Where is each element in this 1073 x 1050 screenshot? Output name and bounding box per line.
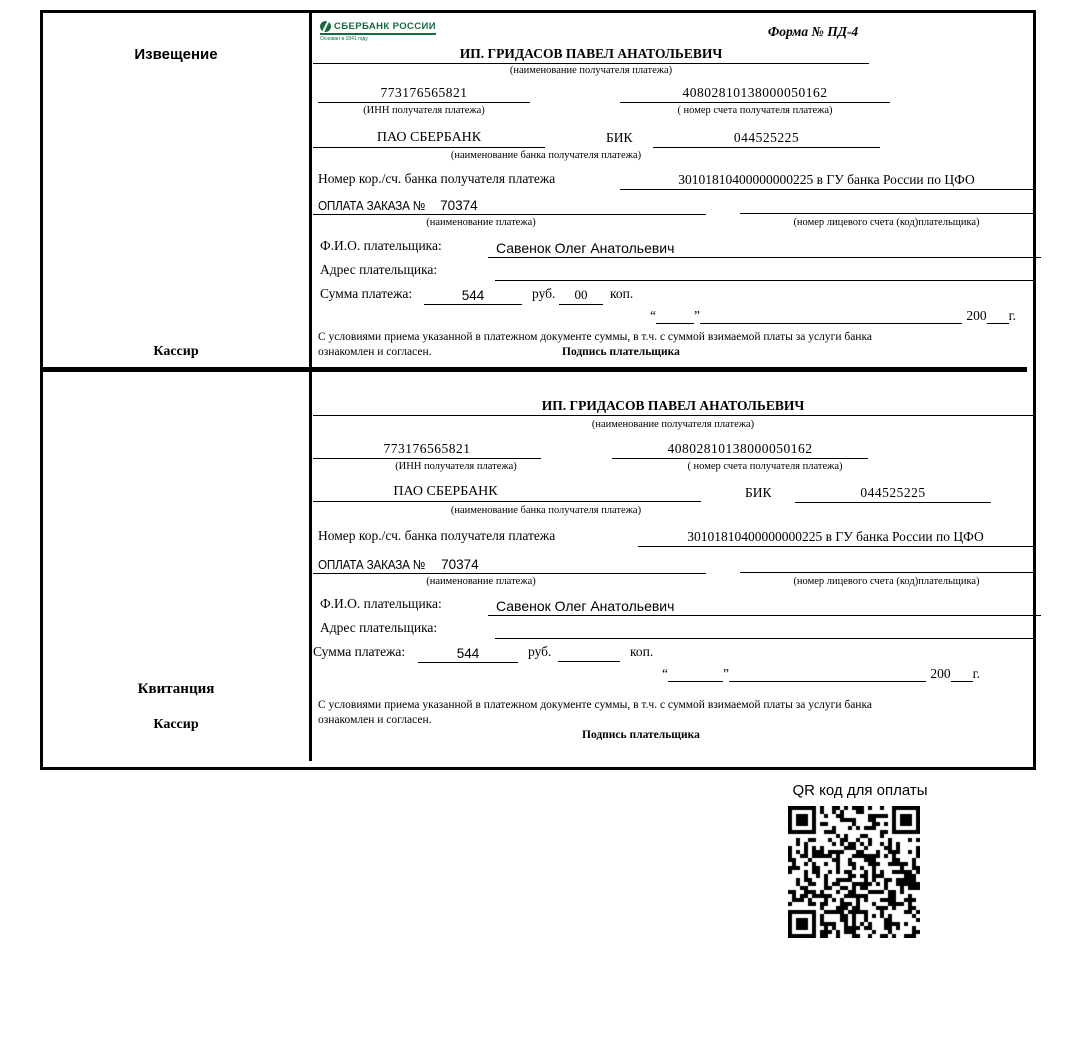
sberbank-logo xyxy=(320,21,436,42)
agreement-line1: С условиями приема указанной в платежном документе суммы, в т.ч. с суммой взимаемой платы за услуги банка xyxy=(318,331,872,343)
agreement-line2: ознакомлен и согласен. xyxy=(318,346,432,358)
purpose-caption: (наименование платежа) xyxy=(426,217,536,228)
account-caption: ( номер счета получателя платежа) xyxy=(677,105,833,116)
qr-caption: QR код для оплаты xyxy=(792,782,928,799)
payee-name-caption: (наименование получателя платежа) xyxy=(509,65,673,76)
bank-name-caption: (наименование банка получателя платежа) xyxy=(450,505,642,516)
amount-label: Сумма платежа: xyxy=(313,644,406,659)
personal-account-caption: (номер лицевого счета (код)плательщика) xyxy=(793,576,980,587)
sberbank-logo-tagline: Основан в 1841 году xyxy=(320,36,368,42)
notice-cashier-label: Кассир xyxy=(153,344,199,359)
corr-account-label: Номер кор./сч. банка получателя платежа xyxy=(318,171,556,186)
payee-name: ИП. ГРИДАСОВ ПАВЕЛ АНАТОЛЬЕВИЧ xyxy=(313,42,869,64)
rub-label: руб. xyxy=(528,644,552,659)
personal-account-blank-line xyxy=(740,193,1033,214)
date-day-line xyxy=(656,309,694,324)
bank-name-caption: (наименование банка получателя платежа) xyxy=(450,150,642,161)
amount-label: Сумма платежа: xyxy=(320,286,413,301)
payment-purpose xyxy=(313,193,706,215)
receipt-side-label: Квитанция xyxy=(137,681,215,697)
date-month-line xyxy=(700,309,962,324)
order-number: 70374 xyxy=(441,557,479,572)
corr-account-label: Номер кор./сч. банка получателя платежа xyxy=(318,528,556,543)
signature-label: Подпись плательщика xyxy=(582,729,700,741)
date-row: “ ” 200 г. xyxy=(650,308,1016,323)
sberbank-coin-icon xyxy=(320,21,331,32)
date-year-line xyxy=(951,667,973,682)
bik-label: БИК xyxy=(745,485,772,500)
payer-address-label: Адрес плательщика: xyxy=(320,262,438,277)
account-caption: ( номер счета получателя платежа) xyxy=(687,461,843,472)
qr-code xyxy=(788,806,920,938)
purpose-caption: (наименование платежа) xyxy=(426,576,536,587)
date-month-line xyxy=(729,667,926,682)
purpose-text: ОПЛАТА ЗАКАЗА № xyxy=(318,557,426,572)
date-year-line xyxy=(987,309,1009,324)
account-value: 40802810138000050162 xyxy=(612,438,868,459)
payer-name-value: Савенок Олег Анатольевич xyxy=(488,235,1041,258)
account-value: 40802810138000050162 xyxy=(620,83,890,103)
rub-label: руб. xyxy=(532,286,556,301)
payee-name-caption: (наименование получателя платежа) xyxy=(591,419,755,430)
agreement-line2: ознакомлен и согласен. xyxy=(318,714,432,726)
corr-account-value: 30101810400000000225 в ГУ банка России по ЦФО xyxy=(620,168,1033,190)
payer-address-label: Адрес плательщика: xyxy=(320,620,438,635)
purpose-text: ОПЛАТА ЗАКАЗА № xyxy=(318,198,426,213)
payment-purpose xyxy=(313,551,706,574)
payer-name-value: Савенок Олег Анатольевич xyxy=(488,593,1041,616)
date-day-line xyxy=(668,667,723,682)
personal-account-caption: (номер лицевого счета (код)плательщика) xyxy=(793,217,980,228)
kop-label: коп. xyxy=(630,644,654,659)
inn-value: 773176565821 xyxy=(313,438,541,459)
payer-address-blank-line xyxy=(495,617,1033,639)
inn-caption: (ИНН получателя платежа) xyxy=(363,105,485,116)
kop-label: коп. xyxy=(610,286,634,301)
signature-label: Подпись плательщика xyxy=(562,346,680,358)
inn-value: 773176565821 xyxy=(318,83,530,103)
bank-name: ПАО СБЕРБАНК xyxy=(393,484,498,499)
amount-rubles: 544 xyxy=(418,642,518,663)
receipt-cashier-label: Кассир xyxy=(153,717,199,732)
amount-kopecks: 00 xyxy=(559,284,603,305)
payer-name-label: Ф.И.О. плательщика: xyxy=(320,238,442,253)
payer-name-label: Ф.И.О. плательщика: xyxy=(320,596,442,611)
amount-rubles: 544 xyxy=(424,284,522,305)
agreement-line1: С условиями приема указанной в платежном документе суммы, в т.ч. с суммой взимаемой платы за услуги банка xyxy=(318,699,872,711)
bik-value: 044525225 xyxy=(795,482,991,503)
section-divider xyxy=(43,367,1027,372)
amount-kopecks-blank-line xyxy=(558,642,620,662)
personal-account-blank-line xyxy=(740,551,1033,573)
payee-name: ИП. ГРИДАСОВ ПАВЕЛ АНАТОЛЬЕВИЧ xyxy=(313,392,1033,416)
column-divider xyxy=(309,13,312,761)
notice-side-label: Извещение xyxy=(134,46,218,63)
date-row: “ ” 200 г. xyxy=(662,666,980,681)
sberbank-logo-text: СБЕРБАНК РОССИИ xyxy=(334,21,436,32)
bank-name: ПАО СБЕРБАНК xyxy=(313,127,545,148)
inn-caption: (ИНН получателя платежа) xyxy=(395,461,517,472)
bik-label: БИК xyxy=(606,130,633,145)
bik-value: 044525225 xyxy=(653,127,880,148)
order-number: 70374 xyxy=(440,198,478,213)
payer-address-blank-line xyxy=(495,259,1033,281)
form-number-label: Форма № ПД-4 xyxy=(767,24,859,39)
corr-account-value: 30101810400000000225 в ГУ банка России по ЦФО xyxy=(638,524,1033,547)
